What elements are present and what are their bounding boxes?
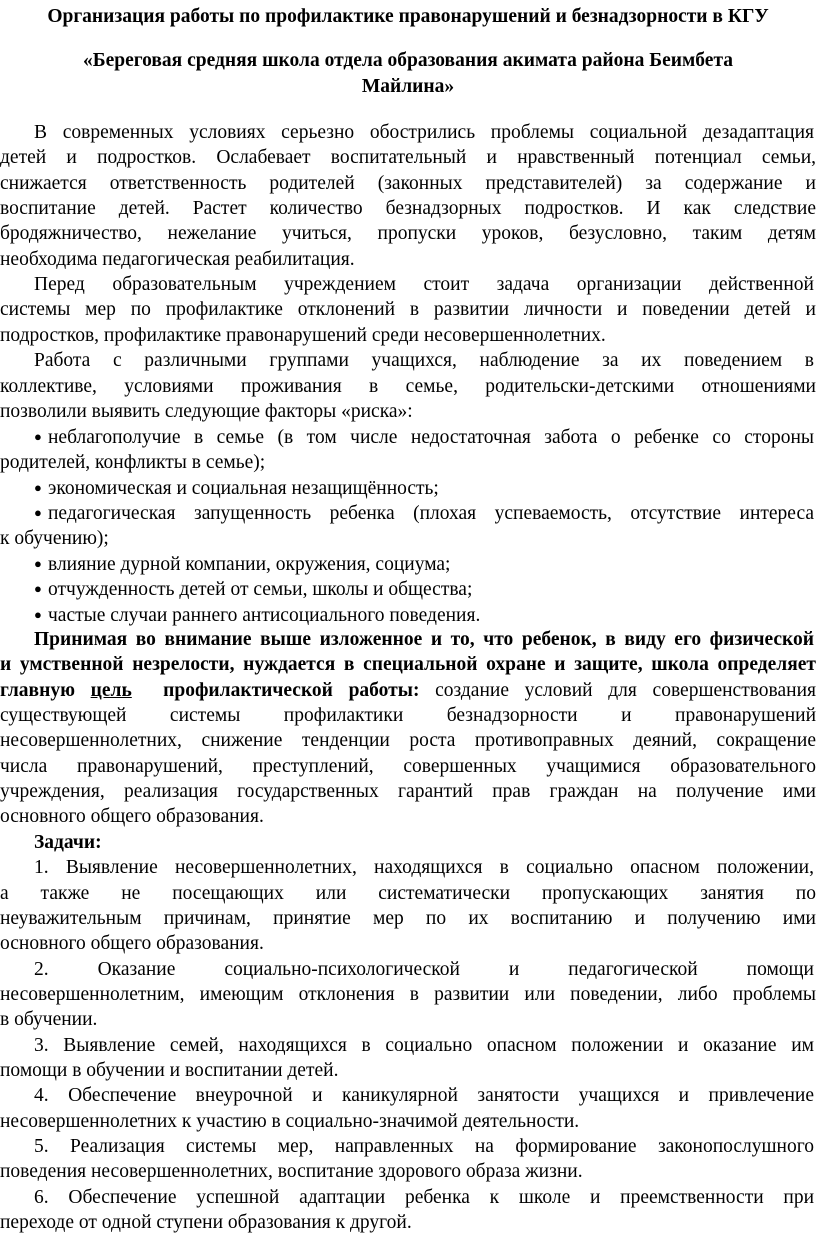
bullet-icon: ●	[34, 606, 42, 622]
paragraph-line: необходима педагогическая реабилитация.	[0, 248, 355, 270]
bullet-text: родителей, конфликты в семье);	[0, 451, 266, 473]
goal-word: цель	[90, 679, 132, 701]
paragraph-line: системы мер по профилактике отклонений в развитии личности и поведении детей и	[0, 299, 816, 321]
task-line: 4. Обеспечение внеурочной и каникулярной занятости учащихся и привлечение	[34, 1085, 814, 1107]
paragraph-line: несовершеннолетних, снижение тенденции роста противоправных деяний, сокращение	[0, 730, 816, 752]
task-line: поведения несовершеннолетних, воспитание здорового образа жизни.	[0, 1161, 583, 1183]
bullet-text: к обучению);	[0, 527, 109, 549]
bullet-icon: ●	[34, 555, 42, 571]
paragraph-line: позволили выявить следующие факторы «риска»:	[0, 400, 413, 422]
task-line: 2. Оказание социально-психологической и педагогической помощи	[34, 958, 814, 980]
task-line: помощи в обучении и воспитании детей.	[0, 1059, 339, 1081]
paragraph-line: Работа с различными группами учащихся, наблюдение за их поведением в	[34, 350, 814, 372]
task-line: переходе от одной ступени образования к другой.	[0, 1212, 412, 1234]
bullet-icon: ●	[34, 505, 42, 521]
paragraph-line: детей и подростков. Ослабевает воспитательный и нравственный потенциал семьи,	[0, 147, 816, 169]
task-line: несовершеннолетним, имеющим отклонения в развитии или поведении, либо проблемы	[0, 983, 816, 1005]
bullet-text: экономическая и социальная незащищённость;	[48, 477, 439, 499]
bullet-icon: ●	[34, 581, 42, 597]
task-line: 1. Выявление несовершеннолетних, находящихся в социально опасном положении,	[34, 857, 814, 879]
bullet-item	[34, 475, 814, 500]
paragraph-line: воспитание детей. Растет количество безнадзорных подростков. И как следствие	[0, 198, 816, 220]
bullet-icon: ●	[34, 429, 42, 445]
bullet-text: неблагополучие в семье (в том числе недостаточная забота о ребенке со стороны	[48, 427, 814, 449]
goal-text: главную	[0, 679, 91, 701]
paragraph-line: числа правонарушений, преступлений, совершенных учащимися образовательного	[0, 755, 816, 777]
bullet-text: частые случаи раннего антисоциального поведения.	[48, 604, 481, 626]
paragraph-line: В современных условиях серьезно обострились проблемы социальной дезадаптация	[34, 122, 814, 143]
task-line: 3. Выявление семей, находящихся в социально опасном положении и оказание им	[34, 1034, 814, 1056]
bullet-icon: ●	[34, 479, 42, 495]
title-line: Майлина»	[361, 76, 455, 97]
paragraph-line: снижается ответственность родителей (законных представителей) за содержание и	[0, 172, 816, 194]
tasks-heading: Задачи:	[34, 831, 102, 853]
task-line: основного общего образования.	[0, 933, 264, 955]
paragraph-line: учреждения, реализация государственных гарантий прав граждан на получение ими	[0, 781, 816, 803]
bullet-item	[34, 500, 814, 525]
paragraph-line: и умственной незрелости, нуждается в специальной охране и защите, школа определяет	[0, 654, 816, 676]
bullet-item	[34, 602, 814, 627]
paragraph-line: бродяжничество, нежелание учиться, пропуски уроков, безусловно, таким детям	[0, 223, 816, 245]
bullet-text: отчужденность детей от семьи, школы и общества;	[48, 579, 473, 601]
title-line: «Береговая средняя школа отдела образования акимата района Беимбета	[82, 50, 734, 71]
task-line: неуважительным причинам, принятие мер по их воспитанию и получению ими	[0, 907, 816, 929]
paragraph-line: существующей системы профилактики безнадзорности и правонарушений	[0, 705, 816, 727]
bullet-item	[34, 424, 814, 449]
goal-text: создание условий для совершенствования	[419, 679, 816, 701]
task-line: 5. Реализация системы мер, направленных на формирование законопослушного	[34, 1136, 814, 1157]
bullet-item	[34, 551, 814, 576]
task-line: в обучении.	[0, 1009, 98, 1031]
bullet-text: педагогическая запущенность ребенка (плохая успеваемость, отсутствие интереса	[48, 503, 814, 525]
goal-text: профилактической работы:	[131, 679, 420, 701]
task-line: а также не посещающих или систематически пропускающих занятия по	[0, 882, 816, 904]
paragraph-line: подростков, профилактике правонарушений среди несовершеннолетних.	[0, 324, 606, 346]
paragraph-line: основного общего образования.	[0, 806, 264, 828]
paragraph-line: коллективе, условиями проживания в семье, родительски-детскими отношениями	[0, 375, 816, 397]
title-line: Организация работы по профилактике правонарушений и безнадзорности в КГУ	[47, 6, 769, 27]
goal-line	[0, 678, 816, 703]
paragraph-line: Принимая во внимание выше изложенное и то, что ребенок, в виду его физической	[34, 629, 814, 650]
task-line: 6. Обеспечение успешной адаптации ребенка к школе и преемственности при	[34, 1186, 814, 1208]
bullet-item	[34, 576, 814, 601]
paragraph-line: Перед образовательным учреждением стоит задача организации действенной	[34, 274, 814, 296]
task-line: несовершеннолетних к участию в социально-значимой деятельности.	[0, 1110, 580, 1132]
bullet-text: влияние дурной компании, окружения, социума;	[48, 553, 451, 575]
